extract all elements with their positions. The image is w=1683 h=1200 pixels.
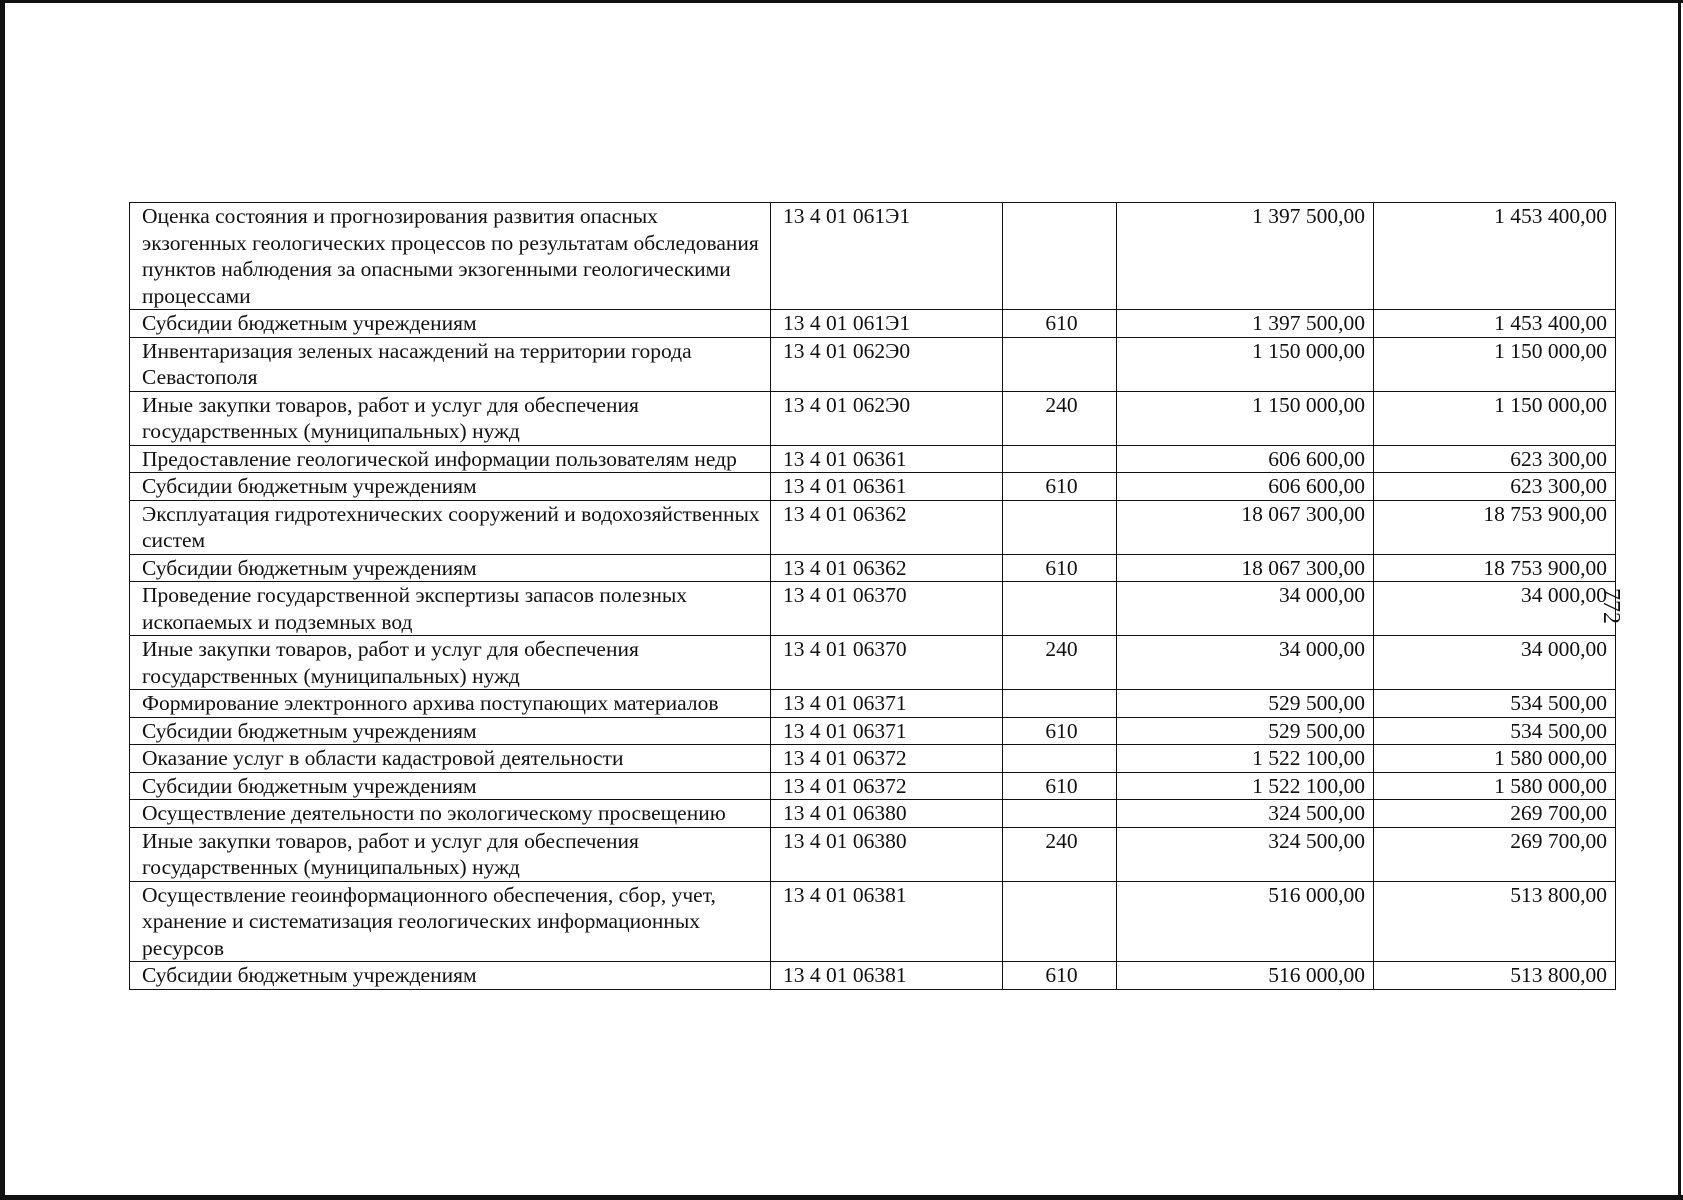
amount-year1-cell: 18 067 300,00 — [1117, 500, 1374, 554]
target-code-cell: 13 4 01 062Э0 — [771, 337, 1003, 391]
expense-type-cell: 610 — [1003, 554, 1117, 582]
table-row — [130, 717, 1616, 745]
expense-type-cell — [1003, 500, 1117, 554]
expense-type-cell — [1003, 445, 1117, 473]
item-name-cell: Оказание услуг в области кадастровой деятельности — [130, 745, 771, 773]
item-name-cell: Инвентаризация зеленых насаждений на территории города Севастополя — [130, 337, 771, 391]
item-name-cell: Субсидии бюджетным учреждениям — [130, 962, 771, 990]
budget-table — [129, 202, 1616, 990]
amount-year2-cell: 18 753 900,00 — [1374, 554, 1616, 582]
amount-year1-cell: 1 150 000,00 — [1117, 337, 1374, 391]
scan-border-bottom — [0, 1195, 1683, 1200]
item-name-cell: Формирование электронного архива поступающих материалов — [130, 690, 771, 718]
amount-year2-cell: 534 500,00 — [1374, 690, 1616, 718]
target-code-cell: 13 4 01 06361 — [771, 473, 1003, 501]
amount-year1-cell: 1 397 500,00 — [1117, 310, 1374, 338]
target-code-cell: 13 4 01 06371 — [771, 690, 1003, 718]
table-row — [130, 500, 1616, 554]
target-code-cell: 13 4 01 06372 — [771, 745, 1003, 773]
table-row — [130, 772, 1616, 800]
amount-year1-cell: 34 000,00 — [1117, 582, 1374, 636]
budget-table-body — [130, 203, 1616, 990]
amount-year2-cell: 513 800,00 — [1374, 881, 1616, 962]
amount-year2-cell: 1 150 000,00 — [1374, 337, 1616, 391]
target-code-cell: 13 4 01 06380 — [771, 800, 1003, 828]
amount-year1-cell: 1 150 000,00 — [1117, 391, 1374, 445]
target-code-cell: 13 4 01 062Э0 — [771, 391, 1003, 445]
amount-year1-cell: 18 067 300,00 — [1117, 554, 1374, 582]
item-name-cell: Предоставление геологической информации пользователям недр — [130, 445, 771, 473]
table-row — [130, 636, 1616, 690]
table-row — [130, 473, 1616, 501]
item-name-cell: Проведение государственной экспертизы запасов полезных ископаемых и подземных вод — [130, 582, 771, 636]
expense-type-cell: 240 — [1003, 391, 1117, 445]
expense-type-cell: 610 — [1003, 473, 1117, 501]
table-row — [130, 582, 1616, 636]
table-row — [130, 554, 1616, 582]
amount-year1-cell: 1 522 100,00 — [1117, 745, 1374, 773]
expense-type-cell: 240 — [1003, 636, 1117, 690]
target-code-cell: 13 4 01 06362 — [771, 554, 1003, 582]
table-row — [130, 203, 1616, 310]
item-name-cell: Осуществление геоинформационного обеспечения, сбор, учет, хранение и систематизация геологических информационных ресурсов — [130, 881, 771, 962]
item-name-cell: Иные закупки товаров, работ и услуг для обеспечения государственных (муниципальных) нужд — [130, 636, 771, 690]
expense-type-cell — [1003, 690, 1117, 718]
item-name-cell: Субсидии бюджетным учреждениям — [130, 310, 771, 338]
table-row — [130, 800, 1616, 828]
amount-year2-cell: 623 300,00 — [1374, 445, 1616, 473]
table-row — [130, 745, 1616, 773]
expense-type-cell — [1003, 203, 1117, 310]
amount-year2-cell: 623 300,00 — [1374, 473, 1616, 501]
amount-year2-cell: 1 453 400,00 — [1374, 310, 1616, 338]
table-row — [130, 962, 1616, 990]
scan-border-right — [1678, 0, 1681, 1200]
amount-year2-cell: 18 753 900,00 — [1374, 500, 1616, 554]
amount-year1-cell: 606 600,00 — [1117, 473, 1374, 501]
expense-type-cell: 240 — [1003, 827, 1117, 881]
amount-year1-cell: 324 500,00 — [1117, 800, 1374, 828]
item-name-cell: Оценка состояния и прогнозирования развития опасных экзогенных геологических процессов по результатам обследования пунктов наблюдения за опасными экзогенными геологическими процессами — [130, 203, 771, 310]
amount-year2-cell: 1 453 400,00 — [1374, 203, 1616, 310]
table-row — [130, 690, 1616, 718]
target-code-cell: 13 4 01 06380 — [771, 827, 1003, 881]
table-row — [130, 310, 1616, 338]
target-code-cell: 13 4 01 06381 — [771, 881, 1003, 962]
table-row — [130, 827, 1616, 881]
expense-type-cell — [1003, 745, 1117, 773]
expense-type-cell — [1003, 800, 1117, 828]
amount-year2-cell: 34 000,00 — [1374, 636, 1616, 690]
item-name-cell: Субсидии бюджетным учреждениям — [130, 554, 771, 582]
amount-year1-cell: 34 000,00 — [1117, 636, 1374, 690]
target-code-cell: 13 4 01 06372 — [771, 772, 1003, 800]
table-row — [130, 445, 1616, 473]
amount-year2-cell: 1 580 000,00 — [1374, 772, 1616, 800]
amount-year1-cell: 529 500,00 — [1117, 717, 1374, 745]
target-code-cell: 13 4 01 06361 — [771, 445, 1003, 473]
target-code-cell: 13 4 01 06370 — [771, 636, 1003, 690]
expense-type-cell — [1003, 582, 1117, 636]
scan-border-left — [0, 0, 5, 1200]
amount-year1-cell: 606 600,00 — [1117, 445, 1374, 473]
item-name-cell: Осуществление деятельности по экологическому просвещению — [130, 800, 771, 828]
item-name-cell: Эксплуатация гидротехнических сооружений и водохозяйственных систем — [130, 500, 771, 554]
table-row — [130, 391, 1616, 445]
amount-year1-cell: 1 522 100,00 — [1117, 772, 1374, 800]
item-name-cell: Субсидии бюджетным учреждениям — [130, 717, 771, 745]
target-code-cell: 13 4 01 061Э1 — [771, 203, 1003, 310]
item-name-cell: Субсидии бюджетным учреждениям — [130, 473, 771, 501]
expense-type-cell: 610 — [1003, 962, 1117, 990]
expense-type-cell: 610 — [1003, 772, 1117, 800]
amount-year2-cell: 1 580 000,00 — [1374, 745, 1616, 773]
target-code-cell: 13 4 01 06362 — [771, 500, 1003, 554]
expense-type-cell: 610 — [1003, 717, 1117, 745]
item-name-cell: Иные закупки товаров, работ и услуг для обеспечения государственных (муниципальных) нужд — [130, 391, 771, 445]
amount-year1-cell: 516 000,00 — [1117, 962, 1374, 990]
expense-type-cell — [1003, 337, 1117, 391]
amount-year2-cell: 534 500,00 — [1374, 717, 1616, 745]
target-code-cell: 13 4 01 06381 — [771, 962, 1003, 990]
item-name-cell: Субсидии бюджетным учреждениям — [130, 772, 771, 800]
target-code-cell: 13 4 01 061Э1 — [771, 310, 1003, 338]
amount-year2-cell: 269 700,00 — [1374, 800, 1616, 828]
amount-year2-cell: 269 700,00 — [1374, 827, 1616, 881]
amount-year1-cell: 1 397 500,00 — [1117, 203, 1374, 310]
page-number: 772 — [1598, 588, 1624, 624]
amount-year1-cell: 516 000,00 — [1117, 881, 1374, 962]
item-name-cell: Иные закупки товаров, работ и услуг для обеспечения государственных (муниципальных) нужд — [130, 827, 771, 881]
expense-type-cell: 610 — [1003, 310, 1117, 338]
amount-year2-cell: 513 800,00 — [1374, 962, 1616, 990]
target-code-cell: 13 4 01 06370 — [771, 582, 1003, 636]
table-row — [130, 337, 1616, 391]
target-code-cell: 13 4 01 06371 — [771, 717, 1003, 745]
expense-type-cell — [1003, 881, 1117, 962]
scan-border-top — [0, 0, 1683, 3]
amount-year2-cell: 34 000,00 — [1374, 582, 1616, 636]
amount-year2-cell: 1 150 000,00 — [1374, 391, 1616, 445]
table-row — [130, 881, 1616, 962]
amount-year1-cell: 529 500,00 — [1117, 690, 1374, 718]
amount-year1-cell: 324 500,00 — [1117, 827, 1374, 881]
